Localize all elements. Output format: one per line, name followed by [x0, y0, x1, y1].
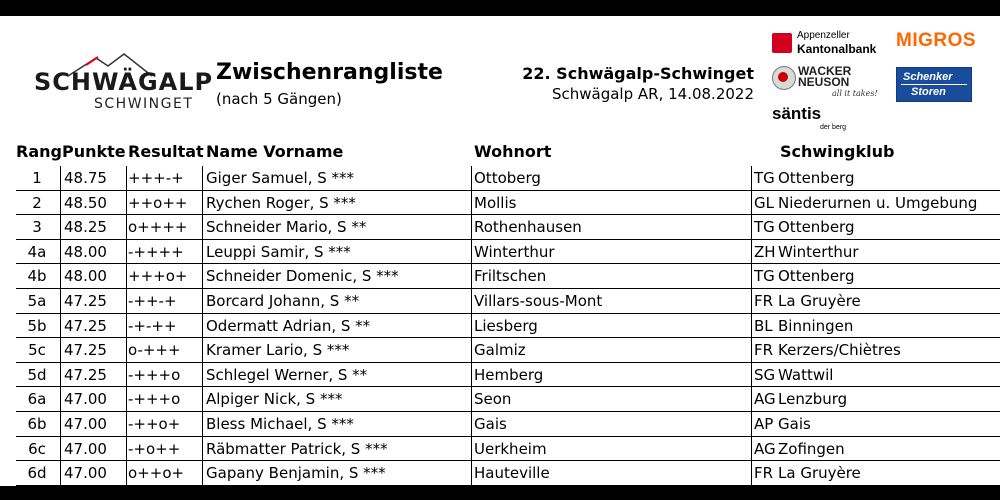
column-divider — [60, 387, 61, 412]
club-cell: Gais — [778, 414, 811, 433]
column-divider — [60, 191, 61, 216]
column-divider — [126, 338, 127, 363]
result-cell: -++o+ — [128, 414, 181, 433]
page-subtitle: (nach 5 Gängen) — [216, 90, 342, 108]
column-divider — [126, 166, 127, 191]
rank-cell: 5b — [27, 316, 47, 335]
table-row — [0, 314, 1000, 339]
column-divider — [471, 215, 472, 240]
club-cell: Winterthur — [778, 242, 859, 261]
residence-cell: Uerkheim — [474, 439, 547, 458]
name-cell: Bless Michael, S *** — [206, 414, 354, 433]
residence-cell: Friltschen — [474, 267, 547, 286]
column-divider — [60, 264, 61, 289]
club-cell: Zofingen — [778, 439, 845, 458]
points-cell: 47.00 — [64, 414, 107, 433]
canton-cell: SG — [754, 365, 776, 384]
points-cell: 47.25 — [64, 316, 107, 335]
result-cell: -+++o — [128, 365, 181, 384]
column-divider — [751, 437, 752, 462]
points-cell: 47.00 — [64, 390, 107, 409]
rank-cell: 2 — [32, 193, 42, 212]
canton-cell: BL — [754, 316, 773, 335]
points-cell: 48.00 — [64, 242, 107, 261]
column-divider — [202, 412, 203, 437]
column-divider — [126, 363, 127, 388]
sponsor-migros: MIGROS — [896, 30, 977, 51]
residence-cell: Mollis — [474, 193, 517, 212]
residence-cell: Hemberg — [474, 365, 544, 384]
column-divider — [751, 363, 752, 388]
rank-cell: 4b — [27, 267, 47, 286]
column-divider — [471, 363, 472, 388]
column-divider — [202, 191, 203, 216]
column-divider — [471, 387, 472, 412]
column-divider — [751, 289, 752, 314]
table-row — [0, 215, 1000, 240]
column-divider — [471, 166, 472, 191]
column-divider — [751, 338, 752, 363]
event-place-date: Schwägalp AR, 14.08.2022 — [551, 85, 754, 103]
column-divider — [126, 191, 127, 216]
column-divider — [471, 461, 472, 486]
column-divider — [60, 338, 61, 363]
column-divider — [60, 412, 61, 437]
logo-text-top: SCHWÄGALP — [34, 68, 214, 96]
residence-cell: Villars-sous-Mont — [474, 291, 603, 310]
table-header — [0, 142, 1000, 164]
canton-cell: FR — [754, 341, 774, 360]
column-divider — [202, 314, 203, 339]
table-row — [0, 461, 1000, 486]
column-divider — [126, 387, 127, 412]
name-cell: Borcard Johann, S ** — [206, 291, 360, 310]
points-cell: 47.00 — [64, 439, 107, 458]
column-divider — [126, 215, 127, 240]
canton-cell: ZH — [754, 242, 776, 261]
column-divider — [126, 264, 127, 289]
points-cell: 47.25 — [64, 291, 107, 310]
table-row — [0, 412, 1000, 437]
column-divider — [202, 363, 203, 388]
schenker-line2: Storen — [911, 86, 946, 98]
column-divider — [751, 314, 752, 339]
name-cell: Schneider Domenic, S *** — [206, 267, 399, 286]
column-divider — [126, 412, 127, 437]
residence-cell: Winterthur — [474, 242, 555, 261]
result-cell: -++-+ — [128, 291, 177, 310]
column-divider — [202, 437, 203, 462]
canton-cell: AG — [754, 390, 776, 409]
result-cell: o++++ — [128, 218, 188, 237]
name-cell: Kramer Lario, S *** — [206, 341, 350, 360]
club-cell: Niederurnen u. Umgebung — [778, 193, 978, 212]
column-divider — [471, 240, 472, 265]
residence-cell: Gais — [474, 414, 507, 433]
points-cell: 48.50 — [64, 193, 107, 212]
result-cell: -+-++ — [128, 316, 177, 335]
column-divider — [202, 338, 203, 363]
points-cell: 47.00 — [64, 464, 107, 483]
club-cell: Ottenberg — [778, 218, 855, 237]
column-divider — [202, 264, 203, 289]
event-name: 22. Schwägalp-Schwinget — [522, 64, 754, 83]
page-title: Zwischenrangliste — [216, 60, 443, 85]
rank-cell: 3 — [32, 218, 42, 237]
club-cell: Wattwil — [778, 365, 834, 384]
canton-cell: TG — [754, 169, 775, 187]
schenker-divider — [901, 84, 967, 85]
rank-cell: 6d — [27, 464, 47, 483]
akb-line1: Appenzeller — [797, 30, 850, 41]
col-rang: Rang — [16, 142, 62, 161]
name-cell: Giger Samuel, S *** — [206, 169, 355, 187]
rank-cell: 4a — [27, 242, 47, 261]
club-cell: Ottenberg — [778, 267, 855, 286]
club-cell: Binningen — [778, 316, 854, 335]
column-divider — [126, 289, 127, 314]
column-divider — [60, 314, 61, 339]
points-cell: 48.00 — [64, 267, 107, 286]
row-divider — [16, 485, 1000, 486]
column-divider — [471, 437, 472, 462]
points-cell: 47.25 — [64, 365, 107, 384]
name-cell: Leuppi Samir, S *** — [206, 242, 351, 261]
table-row — [0, 240, 1000, 265]
column-divider — [202, 240, 203, 265]
ranking-table — [0, 166, 1000, 486]
residence-cell: Galmiz — [474, 341, 526, 360]
club-cell: Kerzers/Chiètres — [778, 341, 901, 360]
column-divider — [751, 240, 752, 265]
table-row — [0, 387, 1000, 412]
table-row — [0, 363, 1000, 388]
sponsor-wacker-neuson — [772, 66, 882, 102]
result-cell: -+o++ — [128, 439, 181, 458]
residence-cell: Rothenhausen — [474, 218, 582, 237]
col-schwingklub: Schwingklub — [780, 142, 895, 161]
club-cell: Ottenberg — [778, 169, 855, 187]
column-divider — [751, 166, 752, 191]
column-divider — [751, 387, 752, 412]
rank-cell: 6a — [27, 390, 47, 409]
column-divider — [60, 215, 61, 240]
canton-cell: TG — [754, 218, 775, 237]
table-row — [0, 166, 1000, 191]
rank-cell: 1 — [32, 169, 42, 187]
result-cell: -++++ — [128, 242, 184, 261]
wn-tagline: all it takes! — [832, 89, 878, 98]
canton-cell: FR — [754, 291, 774, 310]
column-divider — [202, 387, 203, 412]
result-cell: -+++o — [128, 390, 181, 409]
sponsor-saentis — [772, 104, 852, 136]
column-divider — [471, 314, 472, 339]
col-punkte: Punkte — [62, 142, 126, 161]
rank-cell: 5a — [27, 291, 47, 310]
santis-name: säntis — [772, 104, 822, 123]
name-cell: Rychen Roger, S *** — [206, 193, 356, 212]
logo-text-bottom: SCHWINGET — [94, 96, 194, 112]
column-divider — [126, 240, 127, 265]
column-divider — [751, 412, 752, 437]
column-divider — [126, 461, 127, 486]
result-cell: +++o+ — [128, 267, 188, 286]
column-divider — [60, 240, 61, 265]
column-divider — [471, 264, 472, 289]
result-cell: o-+++ — [128, 341, 181, 360]
name-cell: Räbmatter Patrick, S *** — [206, 439, 388, 458]
column-divider — [202, 215, 203, 240]
canton-cell: TG — [754, 267, 775, 286]
canton-cell: AG — [754, 439, 776, 458]
column-divider — [60, 437, 61, 462]
wn-line1: WACKER — [798, 64, 852, 78]
result-cell: ++o++ — [128, 193, 188, 212]
table-row — [0, 338, 1000, 363]
residence-cell: Seon — [474, 390, 512, 409]
santis-tagline: der berg — [820, 124, 847, 131]
residence-cell: Hauteville — [474, 464, 550, 483]
name-cell: Odermatt Adrian, S ** — [206, 316, 371, 335]
column-divider — [60, 363, 61, 388]
column-divider — [751, 191, 752, 216]
column-divider — [60, 166, 61, 191]
canton-cell: GL — [754, 193, 774, 212]
column-divider — [126, 437, 127, 462]
canton-cell: FR — [754, 464, 774, 483]
sponsor-schenker-storen — [896, 67, 972, 102]
column-divider — [471, 289, 472, 314]
col-wohnort: Wohnort — [474, 142, 552, 161]
wacker-neuson-logo-icon — [772, 66, 796, 90]
schwaegalp-schwinget-logo — [28, 52, 214, 112]
rank-cell: 6b — [27, 414, 47, 433]
canton-cell: AP — [754, 414, 774, 433]
schenker-line1: Schenker — [903, 71, 953, 83]
name-cell: Schlegel Werner, S ** — [206, 365, 368, 384]
table-row — [0, 191, 1000, 216]
table-row — [0, 264, 1000, 289]
name-cell: Gapany Benjamin, S *** — [206, 464, 386, 483]
column-divider — [751, 264, 752, 289]
club-cell: Lenzburg — [778, 390, 848, 409]
column-divider — [126, 314, 127, 339]
table-row — [0, 289, 1000, 314]
akb-line2: Kantonalbank — [797, 42, 877, 56]
result-cell: o++o+ — [128, 464, 185, 483]
club-cell: La Gruyère — [778, 291, 861, 310]
points-cell: 47.25 — [64, 341, 107, 360]
rank-cell: 5c — [28, 341, 46, 360]
column-divider — [202, 289, 203, 314]
column-divider — [60, 289, 61, 314]
name-cell: Schneider Mario, S ** — [206, 218, 367, 237]
club-cell: La Gruyère — [778, 464, 861, 483]
table-row — [0, 437, 1000, 462]
points-cell: 48.75 — [64, 169, 107, 187]
rank-cell: 6c — [28, 439, 46, 458]
column-divider — [471, 412, 472, 437]
result-cell: +++-+ — [128, 169, 184, 187]
column-divider — [202, 461, 203, 486]
col-resultat: Resultat — [128, 142, 204, 161]
ranking-sheet — [0, 16, 1000, 486]
points-cell: 48.25 — [64, 218, 107, 237]
column-divider — [471, 338, 472, 363]
akb-logo-icon — [772, 33, 792, 53]
column-divider — [751, 461, 752, 486]
rank-cell: 5d — [27, 365, 47, 384]
name-cell: Alpiger Nick, S *** — [206, 390, 343, 409]
residence-cell: Ottoberg — [474, 169, 541, 187]
column-divider — [60, 461, 61, 486]
wn-line2: NEUSON — [798, 75, 850, 89]
column-divider — [751, 215, 752, 240]
column-divider — [202, 166, 203, 191]
residence-cell: Liesberg — [474, 316, 538, 335]
col-name: Name Vorname — [206, 142, 344, 161]
column-divider — [471, 191, 472, 216]
